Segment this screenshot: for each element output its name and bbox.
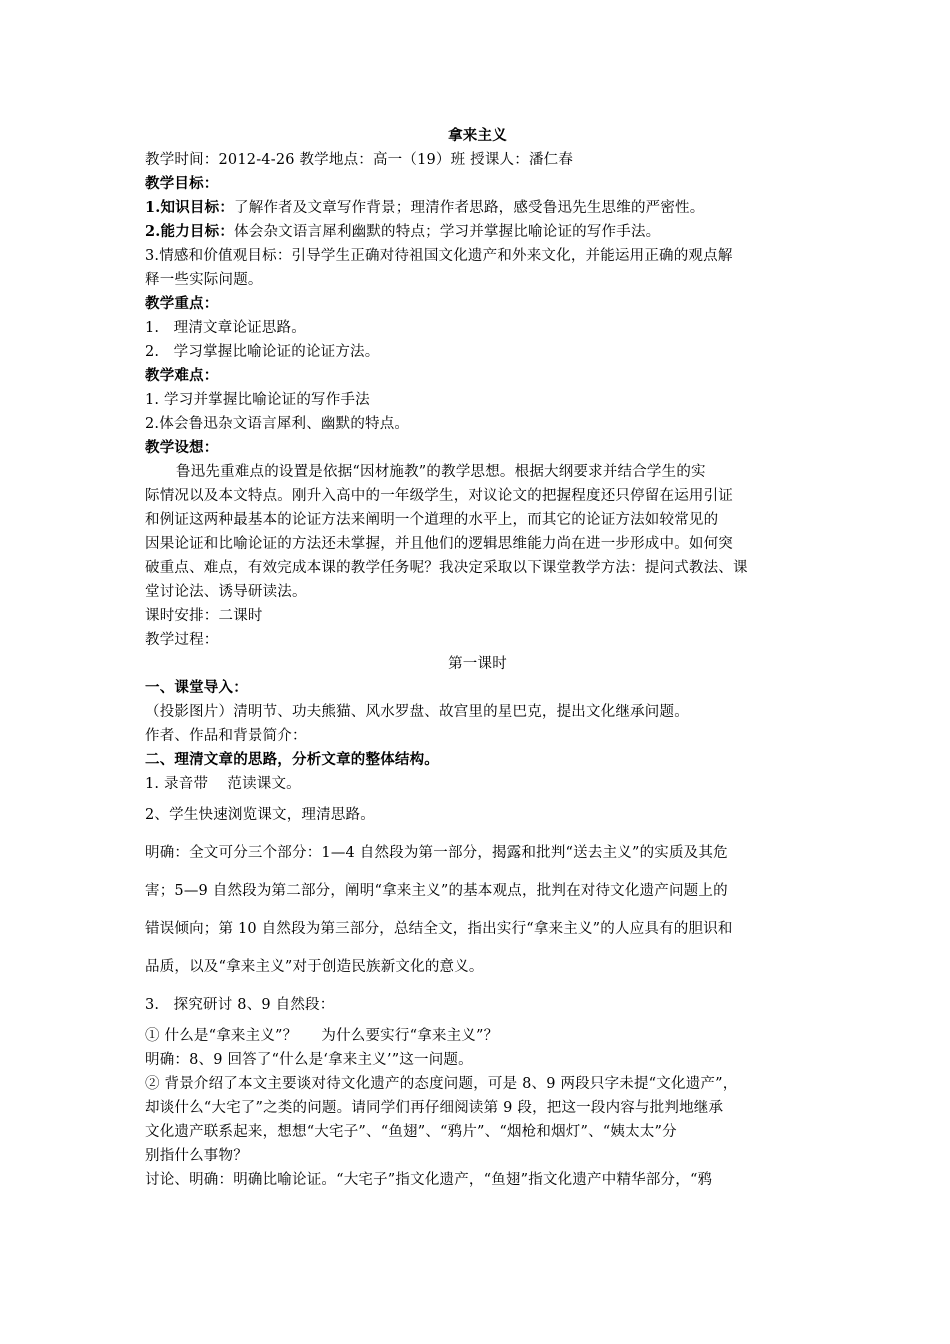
author-intro-line: 作者、作品和背景简介：: [145, 728, 307, 744]
intro-line: （投影图片）清明节、功夫熊猫、风水罗盘、故宫里的星巴克，提出文化继承问题。: [145, 704, 689, 720]
lesson-meta: 教学时间：2012-4-26 教学地点：高一（19）班 授课人：潘仁春: [145, 152, 574, 168]
design-paragraph-line: 堂讨论法、诱导研读法。: [145, 584, 307, 600]
goal-knowledge-label: 1.知识目标：: [145, 199, 235, 216]
schedule-line: 课时安排：二课时: [145, 608, 263, 624]
design-paragraph-line: 际情况以及本文特点。刚升入高中的一年级学生，对议论文的把握程度还只停留在运用引证: [145, 488, 733, 504]
key-point-item: 2. 学习掌握比喻论证的论证方法。: [145, 344, 380, 360]
goal-ability-label: 2.能力目标：: [145, 223, 235, 240]
question-line: 却谈什么“大宅了”之类的问题。请同学们再仔细阅读第 9 段，把这一段内容与批判地继承: [145, 1100, 724, 1116]
document-title: 拿来主义: [448, 127, 507, 144]
question-line: ② 背景介绍了本文主要谈对待文化遗产的态度问题，可是 8、9 两段只字未提“文化遗产”，: [145, 1076, 738, 1092]
design-paragraph-line: 破重点、难点，有效完成本课的教学任务呢？我决定采取以下课堂教学方法：提问式教法、课: [145, 560, 748, 576]
goals-heading: 教学目标：: [145, 175, 219, 192]
difficulty-item: 2.体会鲁迅杂文语言犀利、幽默的特点。: [145, 416, 410, 432]
design-heading: 教学设想：: [145, 439, 219, 456]
answer-line: 明确：8、9 回答了“什么是‘拿来主义’”这一问题。: [145, 1052, 473, 1068]
discussion-line: 讨论、明确：明确比喻论证。“大宅子”指文化遗产，“鱼翅”指文化遗产中精华部分，“鸦: [145, 1172, 713, 1188]
design-paragraph-line: 因果论证和比喻论证的方法还未掌握，并且他们的逻辑思维能力尚在进一步形成中。如何突: [145, 536, 733, 552]
clarify-line: 错误倾向；第 10 自然段为第三部分，总结全文，指出实行“拿来主义”的人应具有的胆识和: [145, 921, 733, 937]
goal-knowledge: [145, 196, 810, 220]
process-label: 教学过程：: [145, 632, 219, 648]
difficulty-item: 1. 学习并掌握比喻论证的写作手法: [145, 392, 370, 408]
key-points-heading: 教学重点：: [145, 295, 219, 312]
question-line: ① 什么是“拿来主义”？ 为什么要实行“拿来主义”？: [145, 1028, 499, 1044]
section-heading: 二、理清文章的思路，分析文章的整体结构。: [145, 751, 439, 768]
design-paragraph-line: 和例证这两种最基本的论证方法来阐明一个道理的水平上，而其它的论证方法如较常见的: [145, 512, 719, 528]
question-line: 文化遗产联系起来，想想“大宅子”、“鱼翅”、“鸦片”、“烟枪和烟灯”、“姨太太”分: [145, 1124, 677, 1140]
goal-emotion-line: 3.情感和价值观目标：引导学生正确对待祖国文化遗产和外来文化，并能运用正确的观点解: [145, 248, 733, 264]
goal-emotion-line: 释一些实际问题。: [145, 272, 263, 288]
question-line: 别指什么事物？: [145, 1148, 248, 1164]
goal-knowledge-text: 了解作者及文章写作背景；理清作者思路，感受鲁迅先生思维的严密性。: [234, 200, 705, 216]
clarify-line: 品质，以及“拿来主义”对于创造民族新文化的意义。: [145, 959, 484, 975]
lesson-heading: 第一课时: [448, 656, 507, 672]
key-point-item: 1. 理清文章论证思路。: [145, 320, 306, 336]
clarify-line: 明确：全文可分三个部分：1—4 自然段为第一部分，揭露和批判“送去主义”的实质及其危: [145, 845, 728, 861]
goal-ability-text: 体会杂文语言犀利幽默的特点；学习并掌握比喻论证的写作手法。: [234, 224, 661, 240]
goal-ability: [145, 220, 810, 244]
step-item: 1. 录音带 范读课文。: [145, 776, 301, 792]
document-body: [145, 124, 810, 1192]
clarify-line: 害；5—9 自然段为第二部分，阐明“拿来主义”的基本观点，批判在对待文化遗产问题上的: [145, 883, 728, 899]
design-paragraph-line: 鲁迅先重难点的设置是依据“因材施教”的教学思想。根据大纲要求并结合学生的实: [176, 464, 706, 480]
difficulties-heading: 教学难点：: [145, 367, 219, 384]
section-heading: 一、课堂导入：: [145, 679, 248, 696]
step-item: 2、学生快速浏览课文，理清思路。: [145, 807, 375, 823]
step-item: 3. 探究研讨 8、9 自然段：: [145, 997, 335, 1013]
